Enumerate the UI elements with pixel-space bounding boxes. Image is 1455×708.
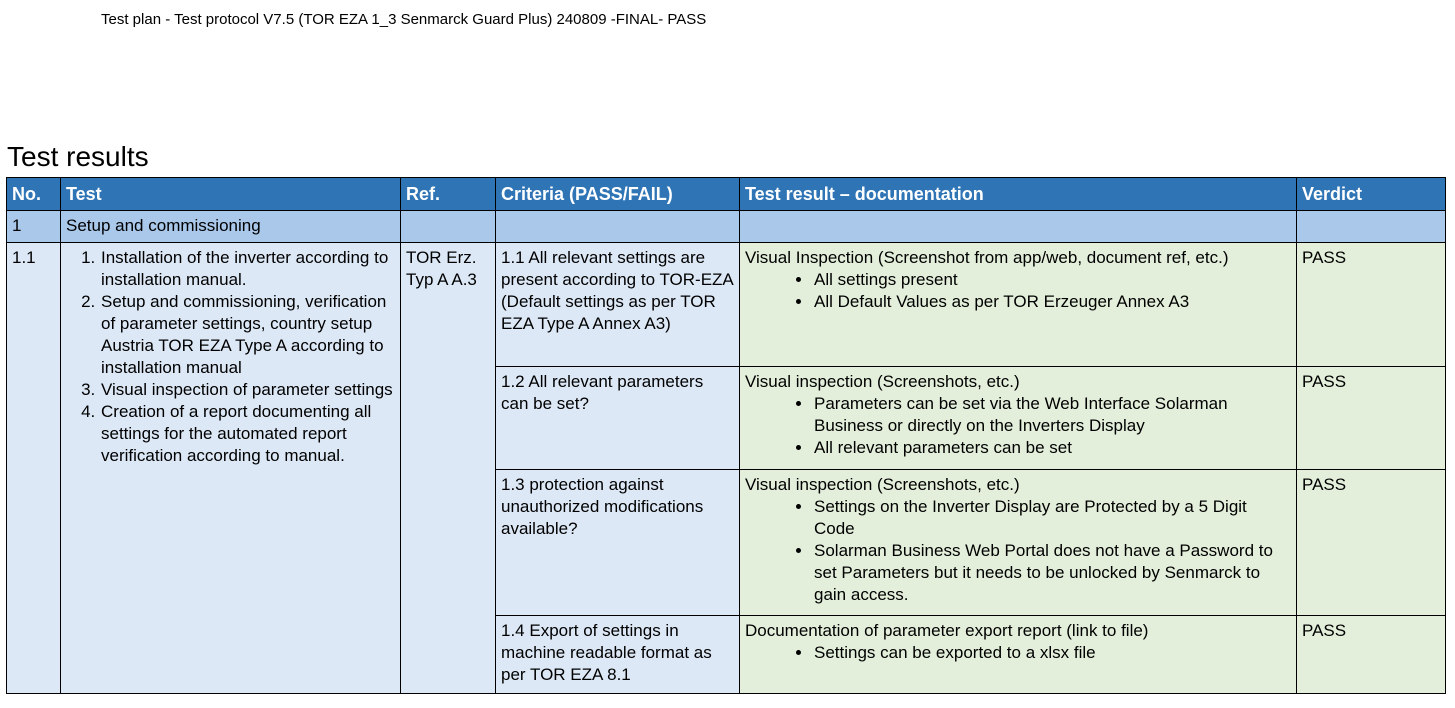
criterion-cell: 1.1 All relevant settings are present according to TOR-EZA (Default settings as per TOR EZA Type A Annex A3) <box>496 243 740 367</box>
group-number: 1 <box>7 211 61 243</box>
group-empty-cell <box>496 211 740 243</box>
result-intro: Visual Inspection (Screenshot from app/web, document ref, etc.) <box>745 248 1229 267</box>
table-header-row <box>7 178 1446 211</box>
test-step: 4. Creation of a report documenting all settings for the automated report verification according to manual. <box>100 401 395 467</box>
result-intro: Visual inspection (Screenshots, etc.) <box>745 475 1020 494</box>
result-bullet: • All Default Values as per TOR Erzeuger Annex A3 <box>813 291 1291 313</box>
verdict-cell: PASS <box>1297 243 1446 367</box>
result-cell <box>740 243 1297 367</box>
result-bullet: • Settings can be exported to a xlsx file <box>813 642 1291 664</box>
result-bullets <box>745 642 1291 664</box>
verdict-cell: PASS <box>1297 367 1446 470</box>
test-step: 3. Visual inspection of parameter settings <box>100 379 395 401</box>
test-results-table <box>6 177 1446 694</box>
result-cell <box>740 367 1297 470</box>
result-bullet: • Parameters can be set via the Web Interface Solarman Business or directly on the Inverters Display <box>813 393 1291 437</box>
document-header-title: Test plan - Test protocol V7.5 (TOR EZA 1_3 Senmarck Guard Plus) 240809 -FINAL- PASS <box>101 11 707 28</box>
verdict-cell: PASS <box>1297 616 1446 694</box>
result-cell <box>740 616 1297 694</box>
result-bullets <box>745 393 1291 459</box>
test-step: 2. Setup and commissioning, verification of parameter settings, country setup Austria TOR EZA Type A according to installation manual <box>100 291 395 379</box>
verdict-cell: PASS <box>1297 470 1446 616</box>
group-empty-cell <box>740 211 1297 243</box>
result-bullet: • Solarman Business Web Portal does not have a Password to set Parameters but it needs to be unlocked by Senmarck to gain access. <box>813 540 1291 606</box>
result-cell <box>740 470 1297 616</box>
group-empty-cell <box>1297 211 1446 243</box>
item-number: 1.1 <box>7 243 61 694</box>
section-title: Test results <box>7 141 149 172</box>
result-intro: Visual inspection (Screenshots, etc.) <box>745 372 1020 391</box>
column-header-test: Test <box>61 178 401 211</box>
result-bullets <box>745 269 1291 313</box>
group-empty-cell <box>401 211 496 243</box>
column-header-criteria: Criteria (PASS/FAIL) <box>496 178 740 211</box>
result-bullet: • All settings present <box>813 269 1291 291</box>
group-title: Setup and commissioning <box>61 211 401 243</box>
result-intro: Documentation of parameter export report (link to file) <box>745 621 1149 640</box>
column-header-no: No. <box>7 178 61 211</box>
test-step: 1. Installation of the inverter according to installation manual. <box>100 247 395 291</box>
column-header-verdict: Verdict <box>1297 178 1446 211</box>
column-header-result: Test result – documentation <box>740 178 1297 211</box>
criterion-cell: 1.4 Export of settings in machine readable format as per TOR EZA 8.1 <box>496 616 740 694</box>
criterion-cell: 1.2 All relevant parameters can be set? <box>496 367 740 470</box>
criterion-cell: 1.3 protection against unauthorized modifications available? <box>496 470 740 616</box>
result-bullet: • Settings on the Inverter Display are Protected by a 5 Digit Code <box>813 496 1291 540</box>
result-bullets <box>745 496 1291 606</box>
reference-cell: TOR Erz. Typ A A.3 <box>401 243 496 694</box>
test-steps-cell <box>61 243 401 694</box>
column-header-ref: Ref. <box>401 178 496 211</box>
test-steps-list <box>66 247 395 467</box>
table-row <box>7 243 1446 367</box>
result-bullet: • All relevant parameters can be set <box>813 437 1291 459</box>
group-row <box>7 211 1446 243</box>
